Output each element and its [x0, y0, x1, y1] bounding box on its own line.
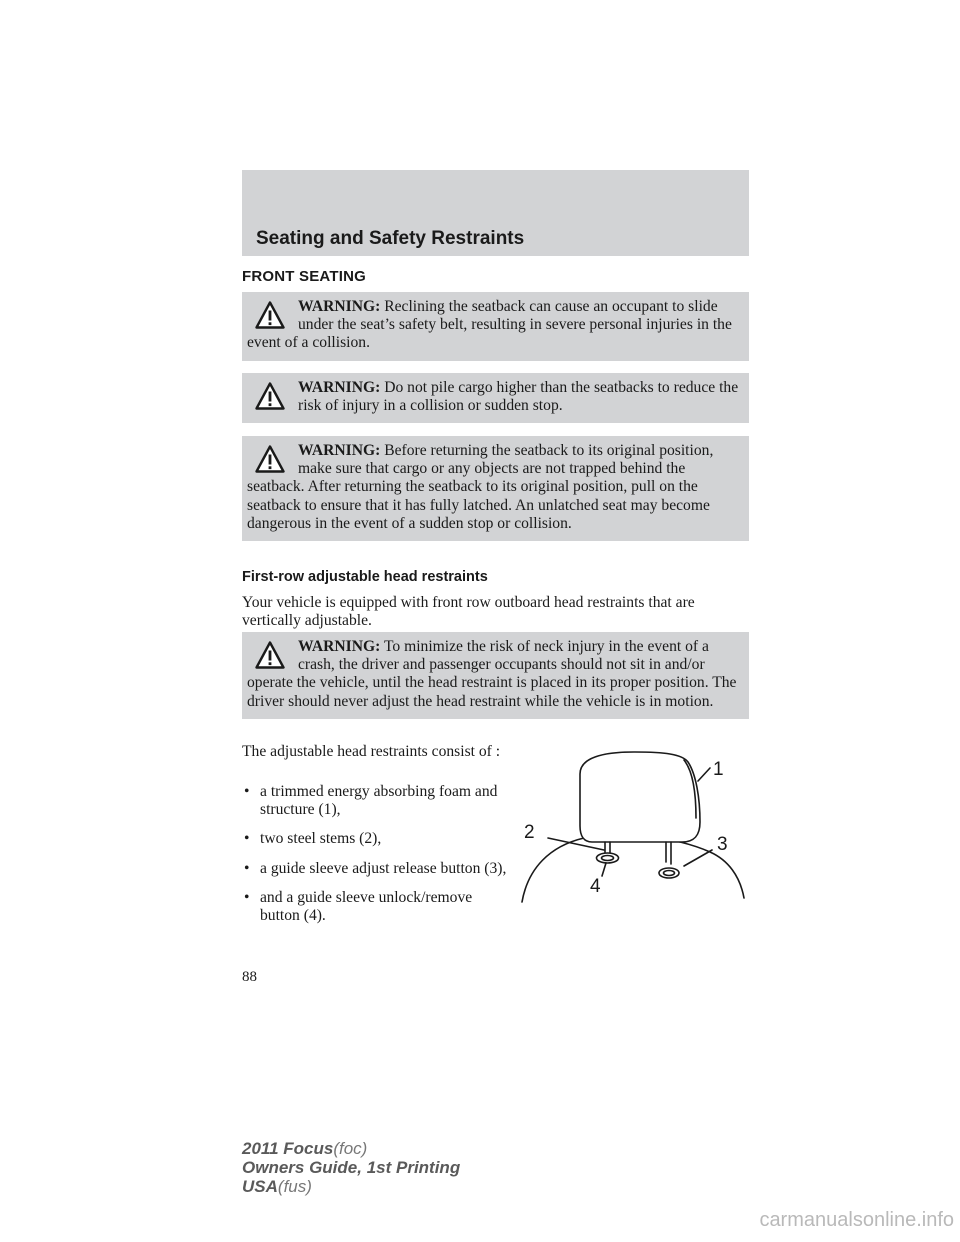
- footer-model: 2011 Focus: [242, 1139, 334, 1158]
- warning-box: [242, 373, 749, 423]
- section-title: FRONT SEATING: [242, 268, 366, 285]
- warning-label: WARNING:: [298, 379, 381, 396]
- warning-label: WARNING:: [298, 298, 381, 315]
- list-item: [242, 889, 507, 925]
- callout-4: 4: [590, 876, 601, 897]
- footer-market-code: (fus): [277, 1177, 312, 1196]
- list-item: [242, 783, 507, 819]
- warning-triangle-icon: [255, 382, 285, 410]
- callout-1: 1: [713, 759, 724, 780]
- footer-guide: Owners Guide, 1st Printing: [242, 1158, 461, 1177]
- bullet-icon: •: [244, 888, 250, 906]
- component-list: [242, 783, 507, 936]
- list-item-text: and a guide sleeve unlock/remove button (4).: [260, 888, 473, 925]
- head-restraint-illustration: [514, 748, 748, 904]
- warning-label: WARNING:: [298, 638, 381, 655]
- list-item: [242, 830, 507, 848]
- intro-paragraph: Your vehicle is equipped with front row outboard head restraints that are vertically adjustable.: [242, 594, 695, 630]
- warning-box: [242, 292, 749, 361]
- warning-triangle-icon: [255, 301, 285, 329]
- callout-3: 3: [717, 834, 728, 855]
- warning-box: [242, 436, 749, 541]
- warning-triangle-icon: [255, 445, 285, 473]
- bullet-icon: •: [244, 830, 250, 848]
- warning-text: To minimize the risk of neck injury in the event of a crash, the driver and passenger occupants should not sit in and/or operate the vehicle, until the head restraint is placed in its proper position. The driver should never adjust the head restraint while the vehicle is in motion.: [247, 638, 737, 710]
- chapter-title: Seating and Safety Restraints: [256, 228, 525, 249]
- print-footer: [242, 1139, 460, 1196]
- warning-box: [242, 632, 749, 719]
- bullet-icon: •: [244, 783, 250, 800]
- warning-text: Reclining the seatback can cause an occupant to slide under the seat’s safety belt, resulting in severe personal injuries in the event of a collision.: [247, 298, 732, 352]
- warning-label: WARNING:: [298, 442, 381, 459]
- list-item-text: a guide sleeve adjust release button (3),: [260, 859, 507, 877]
- footer-model-code: (foc): [333, 1139, 368, 1158]
- list-item-text: a trimmed energy absorbing foam and structure (1),: [260, 783, 498, 819]
- callout-2: 2: [524, 822, 535, 843]
- watermark: carmanualsonline.info: [759, 1209, 954, 1231]
- list-item: [242, 860, 507, 878]
- warning-text: Do not pile cargo higher than the seatbacks to reduce the risk of injury in a collision or sudden stop.: [298, 379, 739, 415]
- consist-paragraph: The adjustable head restraints consist of :: [242, 743, 501, 760]
- subsection-title: First-row adjustable head restraints: [242, 569, 488, 585]
- warning-text: Before returning the seatback to its original position, make sure that cargo or any objects are not trapped behind the seatback. After returning the seatback to its original position, pull on the seatback to ensure that it has fully latched. An unlatched seat may become dangerous in the event of a sudden stop or collision.: [247, 442, 714, 532]
- bullet-icon: •: [244, 859, 250, 877]
- footer-market: USA: [242, 1177, 278, 1196]
- chapter-header: [242, 170, 749, 256]
- page-number: 88: [242, 969, 257, 985]
- list-item-text: two steel stems (2),: [260, 830, 382, 848]
- warning-triangle-icon: [255, 641, 285, 669]
- head-restraint-drawing: [514, 748, 748, 904]
